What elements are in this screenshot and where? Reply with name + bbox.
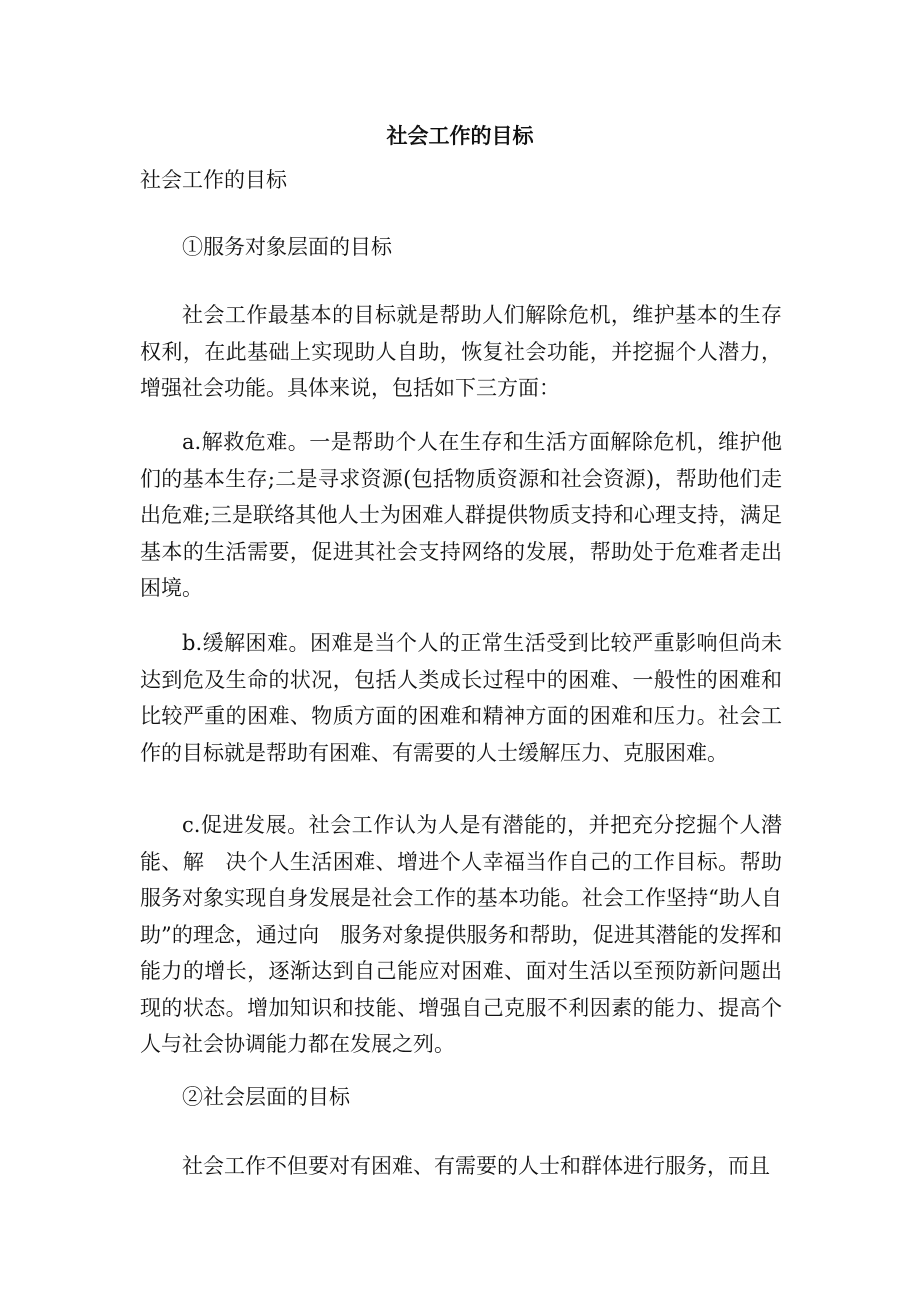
section-heading-client-level: ①服务对象层面的目标	[182, 235, 392, 259]
paragraph-a-rescue: a.解救危难。一是帮助个人在生存和生活方面解除危机，维护他们的基本生存;二是寻求资源(包括物质资源和社会资源)，帮助他们走出危难;三是联络其他人士为困难人群提供物质支持和心理支持，满足基本的生活需要，促进其社会支持网络的发展，帮助处于危难者走出困境。	[140, 430, 782, 600]
paragraph-b-relief: b.缓解困难。困难是当个人的正常生活受到比较严重影响但尚未达到危及生命的状况，包括人类成长过程中的困难、一般性的困难和比较严重的困难、物质方面的困难和精神方面的困难和压力。社会工作的目标就是帮助有困难、有需要的人士缓解压力、克服困难。	[140, 631, 782, 765]
section-heading-social-level: ②社会层面的目标	[182, 1085, 350, 1109]
document-title: 社会工作的目标	[386, 123, 534, 148]
paragraph-social-goal: 社会工作不但要对有困难、有需要的人士和群体进行服务，而且	[182, 1154, 770, 1178]
document-subtitle: 社会工作的目标	[140, 168, 287, 192]
paragraph-intro: 社会工作最基本的目标就是帮助人们解除危机，维护基本的生存权利，在此基础上实现助人自助，恢复社会功能，并挖掘个人潜力，增强社会功能。具体来说，包括如下三方面：	[140, 303, 782, 400]
paragraph-c-development: c.促进发展。社会工作认为人是有潜能的，并把充分挖掘个人潜能、解 决个人生活困难、增进个人幸福当作自己的工作目标。帮助服务对象实现自身发展是社会工作的基本功能。社会工作坚持“助人自助”的理念，通过向 服务对象提供服务和帮助，促进其潜能的发挥和能力的增长，逐渐达到自己能应对困难、面对生活以至预防新问题出现的状态。增加知识和技能、增强自己克服不利因素的能力、提高个人与社会协调能力都在发展之列。	[140, 813, 782, 1056]
